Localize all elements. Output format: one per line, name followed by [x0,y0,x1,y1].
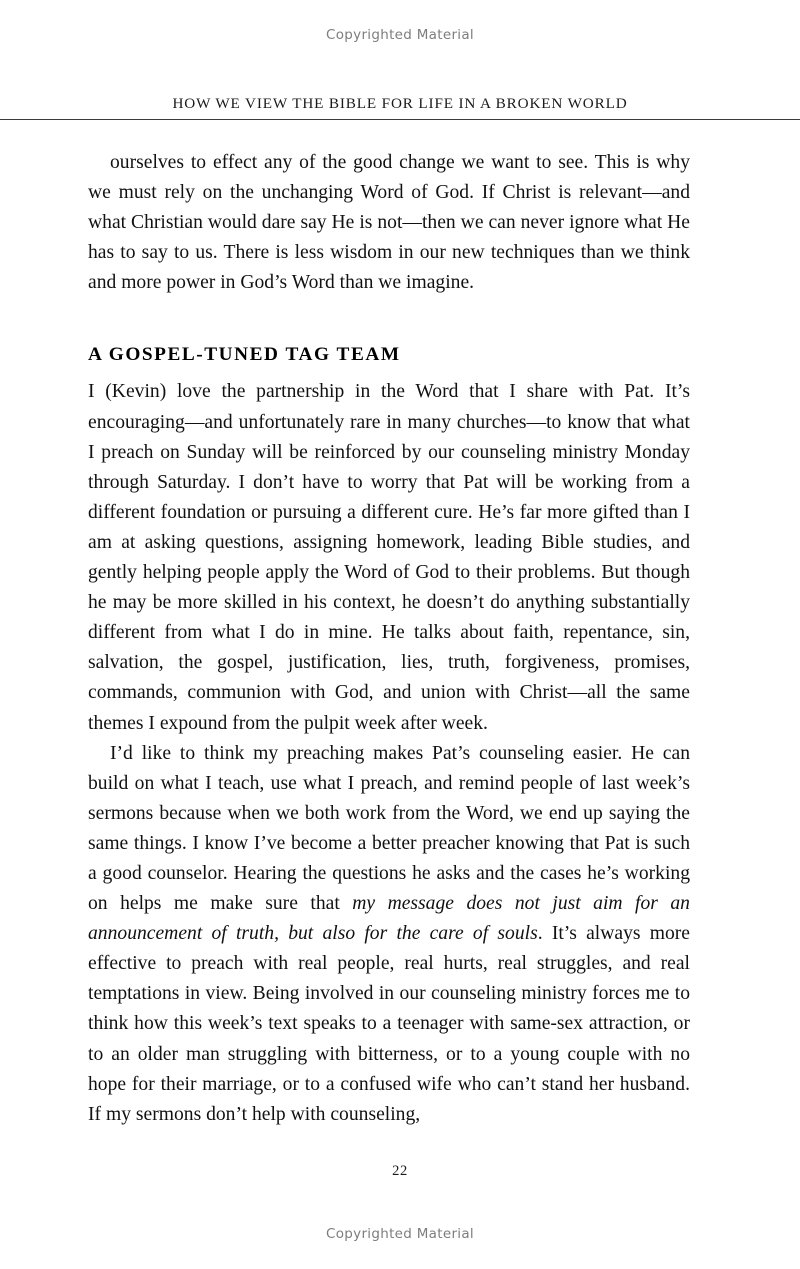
copyright-watermark-top: Copyrighted Material [326,27,474,43]
running-head-rule [0,119,800,120]
section-heading: A GOSPEL-TUNED TAG TEAM [88,344,401,366]
paragraph-text-after-emphasis: . It’s always more effective to preach with real people, real hurts, real struggles, and real temptations in view. Being involved in our counseling ministry forces me to think how this week’s text speaks to a teenager with same-sex attraction, or to an older man struggling with bitterness, or to a young couple with no hope for their marriage, or to a confused wife who can’t stand her husband. If my sermons don’t help with counseling, [88,923,690,1125]
paragraph-with-emphasis [88,739,690,1130]
page-number: 22 [392,1163,408,1179]
paragraph-first-after-heading: I (Kevin) love the partnership in the Word that I share with Pat. It’s encouraging—and unfortunately rare in many churches—to know that what I preach on Sunday will be reinforced by our counseling ministry Monday through Saturday. I don’t have to worry that Pat will be working from a different foundation or pursuing a different cure. He’s far more gifted than I am at asking questions, assigning homework, leading Bible studies, and gently helping people apply the Word of God to their problems. But though he may be more skilled in his context, he doesn’t do anything substantially different from what I do in mine. He talks about faith, repentance, sin, salvation, the gospel, justification, lies, truth, forgiveness, promises, commands, communion with God, and union with Christ—all the same themes I expound from the pulpit week after week. [88,381,690,734]
text-column [88,148,690,1130]
running-head: HOW WE VIEW THE BIBLE FOR LIFE IN A BROKEN WORLD [172,95,628,112]
paragraph-continuation: ourselves to effect any of the good change we want to see. This is why we must rely on the unchanging Word of God. If Christ is relevant—and what Christian would dare say He is not—then we can never ignore what He has to say to us. There is less wisdom in our new techniques than we think and more power in God’s Word than we imagine. [88,152,690,294]
paragraph-text-before-emphasis: I’d like to think my preaching makes Pat’s counseling easier. He can build on what I teach, use what I preach, and remind people of last week’s sermons because when we both work from the Word, we end up saying the same things. I know I’ve become a better preacher knowing that Pat is such a good counselor. Hearing the questions he asks and the cases he’s working on helps me make sure that [88,742,690,915]
copyright-watermark-bottom: Copyrighted Material [326,1226,474,1242]
emphasized-phrase: my message does not just aim for an announcement of truth, but also for the care of souls [88,893,690,945]
